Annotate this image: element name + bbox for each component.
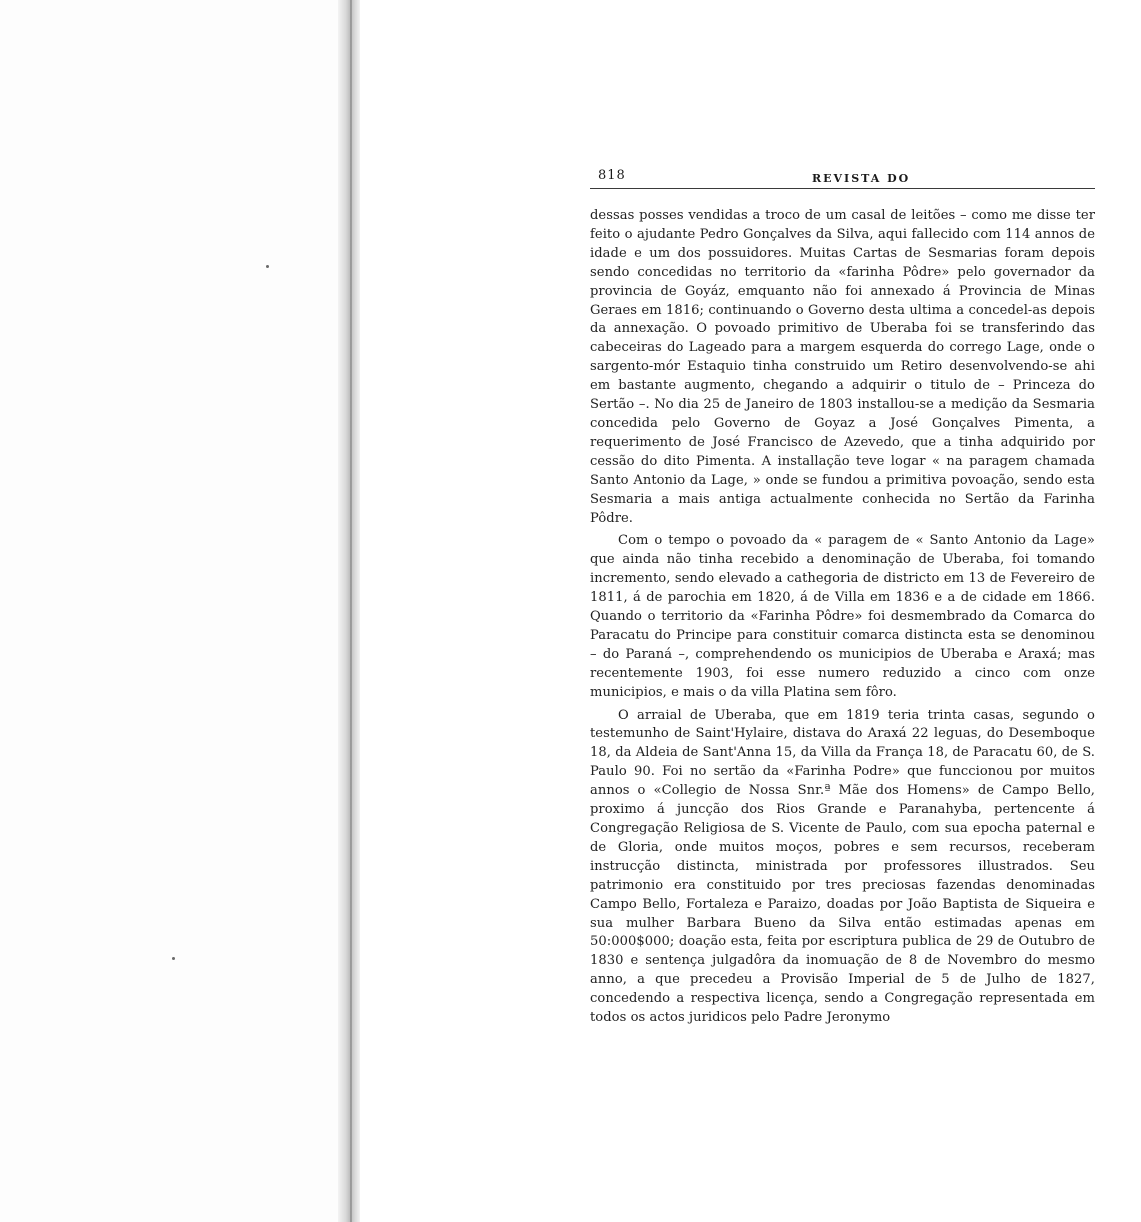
running-head <box>590 160 1095 189</box>
book-gutter <box>338 0 360 1222</box>
right-page <box>590 160 1095 1100</box>
paragraph-1: dessas posses vendidas a troco de um casal de leitões – como me disse ter feito o ajudante Pedro Gonçalves da Silva, aqui fallecido com 114 annos de idade e um dos possuidores. Muitas Cartas de Sesmarias foram depois sendo concedidas no territorio da «farinha Pôdre» pelo governador da provincia de Goyáz, emquanto não foi annexado á Provincia de Minas Geraes em 1816; continuando o Governo desta ultima a concedel-as depois da annexação. O povoado primitivo de Uberaba foi se transferindo das cabeceiras do Lageado para a margem esquerda do corrego Lage, onde o sargento-mór Estaquio tinha construido um Retiro desenvolvendo-se ahi em bastante augmento, chegando a adquirir o titulo de – Princeza do Sertão –. No dia 25 de Janeiro de 1803 installou-se a medição da Sesmaria concedida pelo Governo de Goyaz a José Gonçalves Pimenta, a requerimento de José Francisco de Azevedo, que a tinha adquirido por cessão do dito Pimenta. A installação teve logar « na paragem chamada Santo Antonio da Lage, » onde se fundou a primitiva povoação, sendo esta Sesmaria a mais antiga actualmente conhecida no Sertão da Farinha Pôdre. <box>590 208 1095 526</box>
page-number: 818 <box>598 168 626 183</box>
paper-speck <box>266 265 269 268</box>
blank-left-page <box>0 0 338 1222</box>
paragraph-3: O arraial de Uberaba, que em 1819 teria trinta casas, segundo o testemunho de Saint'Hylaire, distava do Araxá 22 leguas, do Desemboque 18, da Aldeia de Sant'Anna 15, da Villa da França 18, de Paracatu 60, de S. Paulo 90. Foi no sertão da «Farinha Podre» que funccionou por muitos annos o «Collegio de Nossa Snr.ª Mãe dos Homens» de Campo Bello, proximo á juncção dos Rios Grande e Paranahyba, pertencente á Congregação Religiosa de S. Vicente de Paulo, com sua epocha paternal e de Gloria, onde muitos moços, pobres e sem recursos, receberam instrucção distincta, ministrada por professores illustrados. Seu patrimonio era constituido por tres preciosas fazendas denominadas Campo Bello, Fortaleza e Paraizo, doadas por João Baptista de Siqueira e sua mulher Barbara Bueno da Silva então estimadas apenas em 50:000$000; doação esta, feita por escriptura publica de 29 de Outubro de 1830 e sentença julgadôra da inomuação de 8 de Novembro do mesmo anno, a que precedeu a Provisão Imperial de 5 de Julho de 1827, concedendo a respectiva licença, sendo a Congregação representada em todos os actos juridicos pelo Padre Jeronymo <box>590 707 1095 1026</box>
body-text <box>590 207 1095 1028</box>
gutter-fold-line <box>350 0 352 1222</box>
paragraph-2: Com o tempo o povoado da « paragem de « Santo Antonio da Lage» que ainda não tinha recebido a denominação de Uberaba, foi tomando incremento, sendo elevado a cathegoria de districto em 13 de Fevereiro de 1811, á de parochia em 1820, á de Villa em 1836 e a de cidade em 1866. Quando o territorio da «Farinha Pôdre» foi desmembrado da Comarca do Paracatu do Principe para constituir comarca distincta esta se denominou – do Paraná –, comprehendendo os municipios de Uberaba e Araxá; mas recentemente 1903, foi esse numero reduzido a cinco com onze municipios, e mais o da villa Platina sem fôro. <box>590 533 1095 700</box>
paper-speck <box>172 957 175 960</box>
journal-title: REVISTA DO <box>812 172 911 185</box>
